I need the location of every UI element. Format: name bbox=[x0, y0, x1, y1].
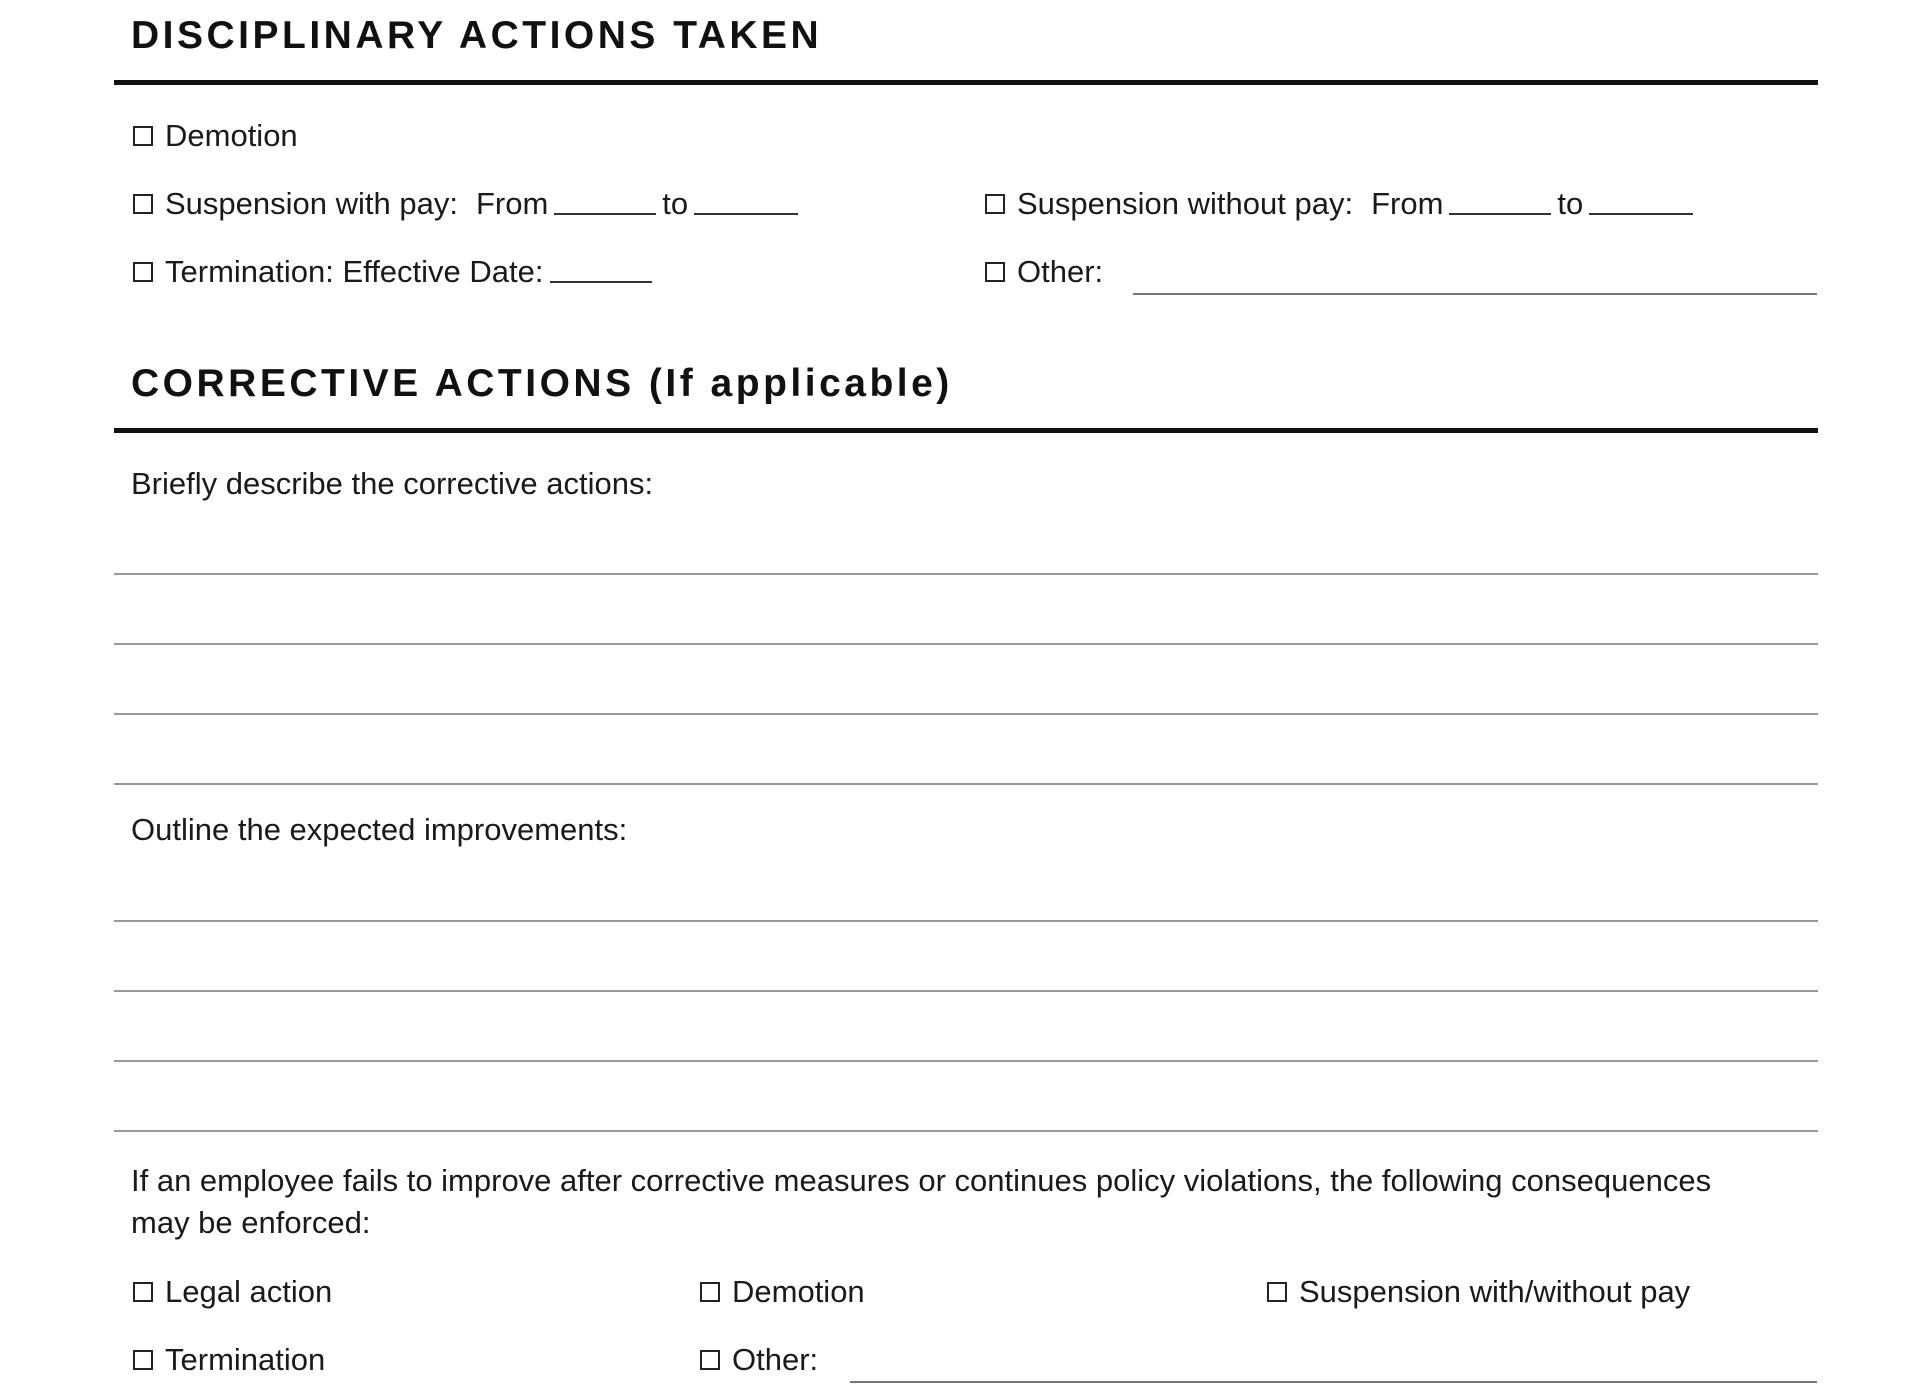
legal-action-option[interactable] bbox=[133, 1274, 332, 1310]
termination-checkbox[interactable] bbox=[133, 262, 153, 282]
writing-line[interactable] bbox=[114, 643, 1818, 645]
termination-consequence-label: Termination bbox=[165, 1342, 326, 1377]
termination-option[interactable] bbox=[133, 254, 658, 290]
termination-consequence-option[interactable] bbox=[133, 1342, 325, 1378]
suspension-consequence-checkbox[interactable] bbox=[1267, 1282, 1287, 1302]
other-consequence-label: Other: bbox=[732, 1342, 819, 1377]
writing-line[interactable] bbox=[114, 783, 1818, 785]
from-date-field[interactable] bbox=[554, 213, 656, 215]
other-label: Other: bbox=[1017, 254, 1104, 289]
suspension-without-pay-checkbox[interactable] bbox=[985, 194, 1005, 214]
termination-consequence-checkbox[interactable] bbox=[133, 1350, 153, 1370]
demotion-consequence-checkbox[interactable] bbox=[700, 1282, 720, 1302]
other-consequence-option[interactable] bbox=[700, 1342, 818, 1378]
writing-line[interactable] bbox=[114, 573, 1818, 575]
demotion-consequence-option[interactable] bbox=[700, 1274, 865, 1310]
suspension-with-pay-label: Suspension with pay: bbox=[165, 186, 458, 221]
section-heading-corrective: CORRECTIVE ACTIONS (If applicable) bbox=[131, 362, 953, 405]
other-checkbox[interactable] bbox=[985, 262, 1005, 282]
to-label: to bbox=[1557, 186, 1584, 221]
consequences-text-line1: If an employee fails to improve after corrective measures or continues policy violations, the following consequences bbox=[131, 1163, 1712, 1198]
suspension-with-pay-checkbox[interactable] bbox=[133, 194, 153, 214]
suspension-consequence-label: Suspension with/without pay bbox=[1299, 1274, 1691, 1309]
demotion-consequence-label: Demotion bbox=[732, 1274, 865, 1309]
section-divider bbox=[114, 80, 1818, 85]
other-consequence-checkbox[interactable] bbox=[700, 1350, 720, 1370]
suspension-without-pay-label: Suspension without pay: bbox=[1017, 186, 1354, 221]
other-input-line[interactable] bbox=[1133, 293, 1817, 295]
writing-line[interactable] bbox=[114, 920, 1818, 922]
suspension-consequence-option[interactable] bbox=[1267, 1274, 1690, 1310]
from-label: From bbox=[475, 186, 549, 221]
describe-prompt: Briefly describe the corrective actions: bbox=[131, 466, 654, 501]
demotion-checkbox[interactable] bbox=[133, 126, 153, 146]
writing-line[interactable] bbox=[114, 1130, 1818, 1132]
writing-line[interactable] bbox=[114, 1060, 1818, 1062]
demotion-label: Demotion bbox=[165, 118, 298, 153]
effective-date-field[interactable] bbox=[550, 281, 652, 283]
section-divider bbox=[114, 428, 1818, 433]
to-date-field[interactable] bbox=[694, 213, 798, 215]
to-label: to bbox=[662, 186, 689, 221]
suspension-without-pay-option[interactable] bbox=[985, 186, 1699, 222]
other-consequence-input-line[interactable] bbox=[850, 1381, 1817, 1383]
to-date-field[interactable] bbox=[1589, 213, 1693, 215]
suspension-with-pay-option[interactable] bbox=[133, 186, 804, 222]
demotion-option[interactable] bbox=[133, 118, 298, 154]
writing-line[interactable] bbox=[114, 713, 1818, 715]
consequences-text-line2: may be enforced: bbox=[131, 1205, 371, 1240]
other-option[interactable] bbox=[985, 254, 1103, 290]
legal-action-checkbox[interactable] bbox=[133, 1282, 153, 1302]
writing-line[interactable] bbox=[114, 990, 1818, 992]
from-date-field[interactable] bbox=[1449, 213, 1551, 215]
legal-action-label: Legal action bbox=[165, 1274, 333, 1309]
from-label: From bbox=[1371, 186, 1444, 221]
termination-label: Termination: Effective Date: bbox=[165, 254, 544, 289]
section-heading-disciplinary: DISCIPLINARY ACTIONS TAKEN bbox=[131, 14, 823, 57]
improvements-prompt: Outline the expected improvements: bbox=[131, 812, 628, 847]
